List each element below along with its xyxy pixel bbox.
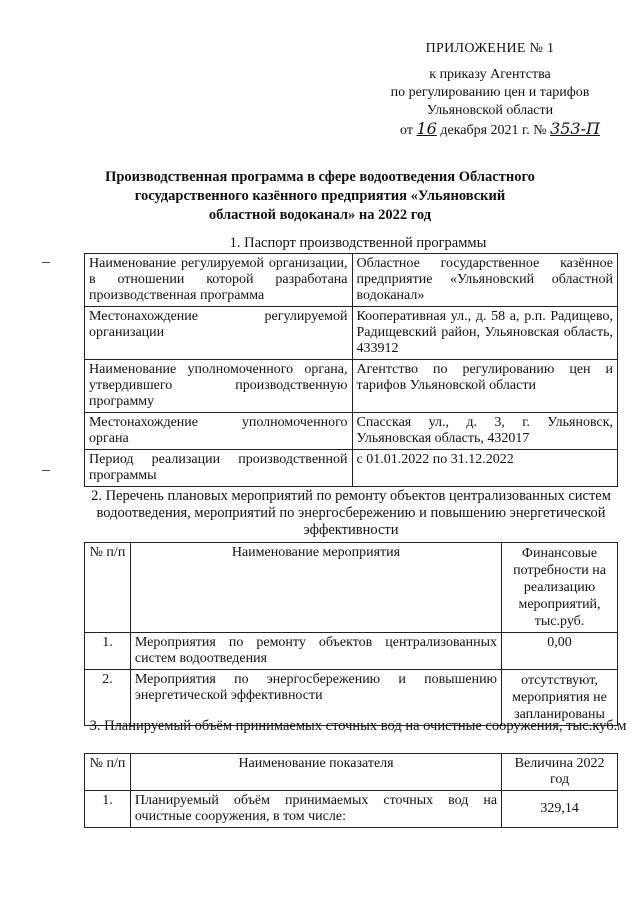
measure-value: 0,00	[502, 633, 618, 670]
passport-value: с 01.01.2022 по 31.12.2022	[352, 450, 617, 487]
margin-mark	[42, 470, 50, 471]
date-day: 16	[416, 119, 437, 138]
table-row	[85, 791, 618, 828]
measures-table	[84, 542, 618, 726]
row-number: 1.	[85, 791, 131, 828]
table-row	[85, 254, 618, 307]
col-finance-header: Финансовые потребности на реализацию мероприятий, тыс.руб.	[502, 543, 618, 633]
passport-value: Агентство по регулированию цен и тарифов Ульяновской области	[352, 360, 617, 413]
measure-name: Мероприятия по ремонту объектов централизованных систем водоотведения	[130, 633, 501, 670]
order-reference	[380, 66, 600, 140]
table-row	[85, 413, 618, 450]
passport-value: Кооперативная ул., д. 58 а, р.п. Радищево, Радищевский район, Ульяновская область, 433912	[352, 307, 617, 360]
col-name-header: Наименование мероприятия	[130, 543, 501, 633]
indicator-value: 329,14	[502, 791, 618, 828]
date-mid: декабря 2021 г. №	[440, 123, 547, 138]
passport-label: Период реализации производственной программы	[85, 450, 353, 487]
col-name-header: Наименование показателя	[130, 754, 501, 791]
order-date-line	[400, 120, 600, 140]
row-number: 1.	[85, 633, 131, 670]
col-value-header: Величина 2022 год	[502, 754, 618, 791]
table-row	[85, 450, 618, 487]
passport-label: Наименование уполномоченного органа, утвердившего производственную программу	[85, 360, 353, 413]
row-number: 2.	[85, 670, 131, 726]
volume-table	[84, 753, 618, 828]
order-number: 353-П	[550, 119, 600, 138]
table-row	[85, 633, 618, 670]
order-line-1: к приказу Агентства	[429, 67, 551, 82]
date-prefix: от	[400, 123, 413, 138]
col-number-header: № п/п	[85, 543, 131, 633]
order-line-3: Ульяновской области	[426, 103, 554, 118]
document-title: Производственная программа в сфере водоотведения Областного государственного казённого предприятия «Ульяновский областной водоканал» на 2022 год	[105, 169, 535, 223]
measure-name: Мероприятия по энергосбережению и повышению энергетической эффективности	[130, 670, 501, 726]
order-line-2: по регулированию цен и тарифов	[390, 85, 590, 100]
appendix-header	[380, 40, 600, 58]
table-row	[85, 307, 618, 360]
margin-mark	[42, 262, 50, 263]
measure-value: отсутствуют, мероприятия не запланированы	[502, 670, 618, 726]
passport-label: Местонахождение уполномоченного органа	[85, 413, 353, 450]
table-row	[85, 360, 618, 413]
section3-heading: 3. Планируемый объём принимаемых сточных вод на очистные сооружения, тыс.куб.м	[89, 718, 627, 734]
appendix-title: ПРИЛОЖЕНИЕ № 1	[425, 41, 555, 56]
table-header-row	[85, 754, 618, 791]
passport-label: Местонахождение регулируемой организации	[85, 307, 353, 360]
passport-label: Наименование регулируемой организации, в отношении которой разработана производственная программа	[85, 254, 353, 307]
passport-value: Спасская ул., д. 3, г. Ульяновск, Ульяновская область, 432017	[352, 413, 617, 450]
indicator-name: Планируемый объём принимаемых сточных вод на очистные сооружения, в том числе:	[130, 791, 501, 828]
section2-heading: 2. Перечень плановых мероприятий по ремонту объектов централизованных систем водоотведения, мероприятий по энергосбережению и повышению энергетической эффективности	[91, 488, 611, 538]
col-number-header: № п/п	[85, 754, 131, 791]
passport-table	[84, 253, 618, 487]
section1-heading: 1. Паспорт производственной программы	[229, 235, 487, 251]
passport-value: Областное государственное казённое предприятие «Ульяновский областной водоканал»	[352, 254, 617, 307]
table-header-row	[85, 543, 618, 633]
